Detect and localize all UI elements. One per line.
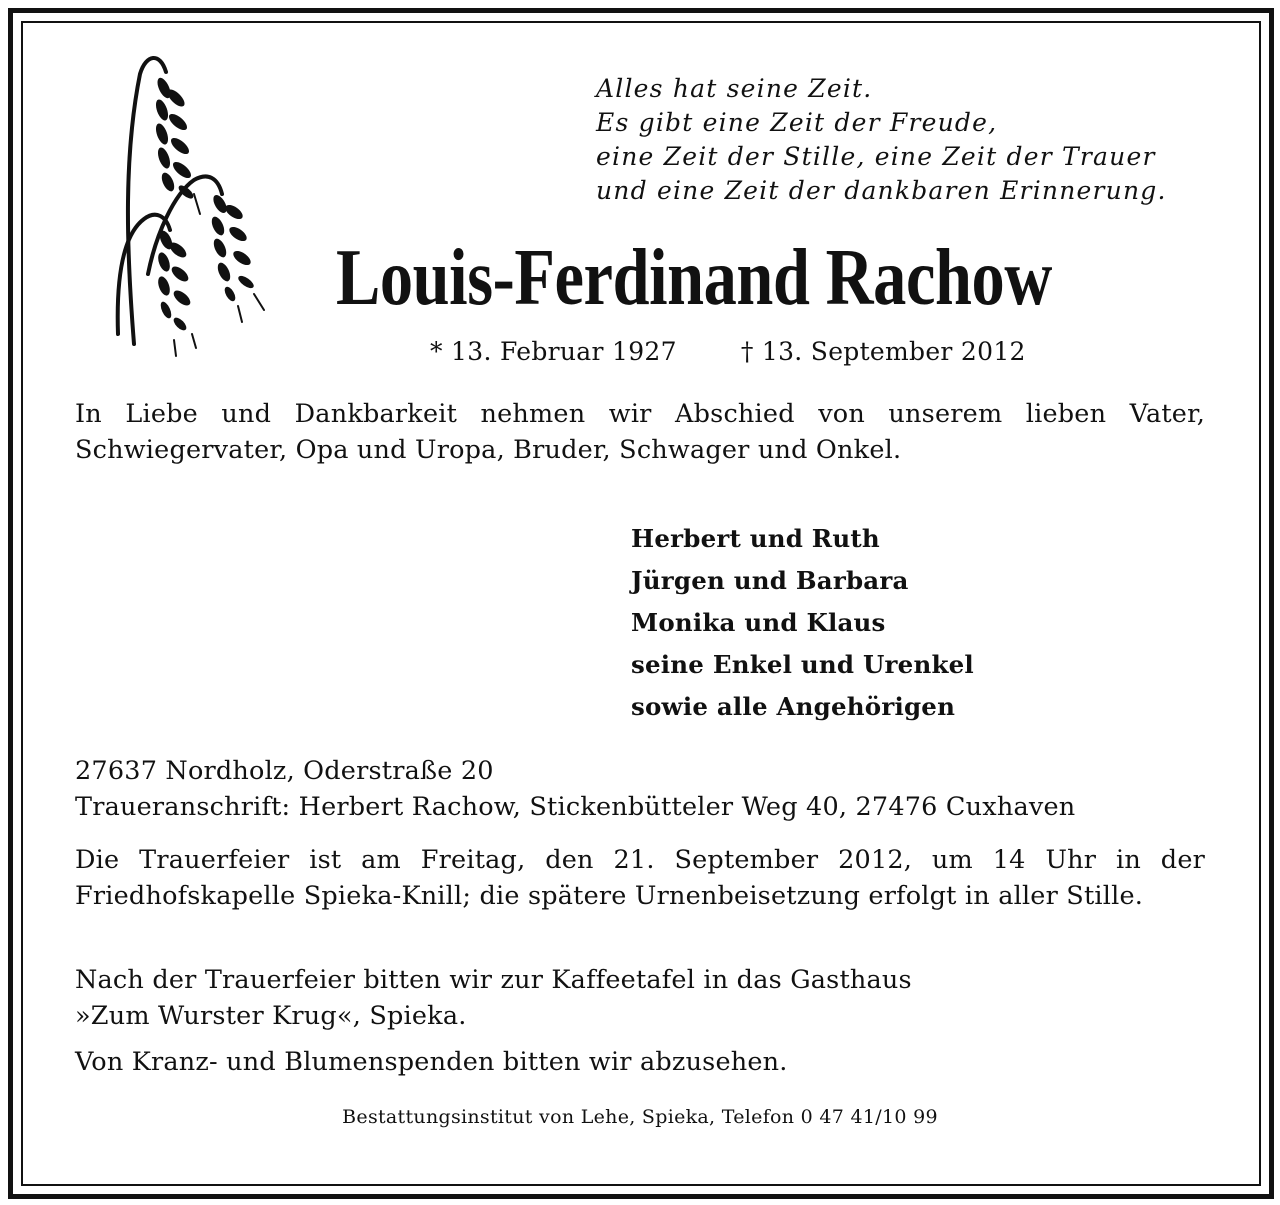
- coffee-line: Nach der Trauerfeier bitten wir zur Kaffeetafel in das Gasthaus: [75, 965, 912, 995]
- life-dates: [430, 336, 1026, 368]
- flowers-text: Von Kranz- und Blumenspenden bitten wir abzusehen.: [75, 1047, 788, 1077]
- ceremony-text: Die Trauerfeier ist am Freitag, den 21. September 2012, um 14 Uhr in der Friedhofskapelle Spieka-Knill; die spätere Urnenbeisetzung erfolgt in aller Stille.: [75, 845, 1205, 911]
- address-line: 27637 Nordholz, Oderstraße 20: [75, 756, 494, 786]
- birth-date: * 13. Februar 1927: [430, 337, 677, 366]
- family-item: Monika und Klaus: [631, 608, 886, 637]
- poem: [596, 72, 1167, 208]
- family-item: seine Enkel und Urenkel: [631, 650, 974, 679]
- family-item: sowie alle Angehörigen: [631, 692, 956, 721]
- address-block: [75, 753, 1205, 825]
- mourning-address: Traueranschrift: Herbert Rachow, Stickenbütteler Weg 40, 27476 Cuxhaven: [75, 792, 1076, 822]
- poem-line: Es gibt eine Zeit der Freude,: [596, 108, 998, 137]
- poem-line: und eine Zeit der dankbaren Erinnerung.: [596, 176, 1167, 205]
- poem-line: eine Zeit der Stille, eine Zeit der Trauer: [596, 142, 1156, 171]
- family-item: Jürgen und Barbara: [631, 566, 909, 595]
- deceased-name: Louis-Ferdinand Rachow: [336, 234, 1052, 322]
- family-list: [631, 518, 974, 728]
- funeral-home-footer: Bestattungsinstitut von Lehe, Spieka, Telefon 0 47 41/10 99: [342, 1106, 938, 1128]
- intro-text: In Liebe und Dankbarkeit nehmen wir Abschied von unserem lieben Vater, Schwiegervater, Opa und Uropa, Bruder, Schwager und Onkel.: [75, 399, 1205, 465]
- coffee-text: [75, 962, 1205, 1034]
- poem-line: Alles hat seine Zeit.: [596, 74, 873, 103]
- coffee-line: »Zum Wurster Krug«, Spieka.: [75, 1001, 467, 1031]
- family-item: Herbert und Ruth: [631, 524, 880, 553]
- wheat-ears-icon: [104, 44, 272, 364]
- death-date: † 13. September 2012: [740, 337, 1026, 366]
